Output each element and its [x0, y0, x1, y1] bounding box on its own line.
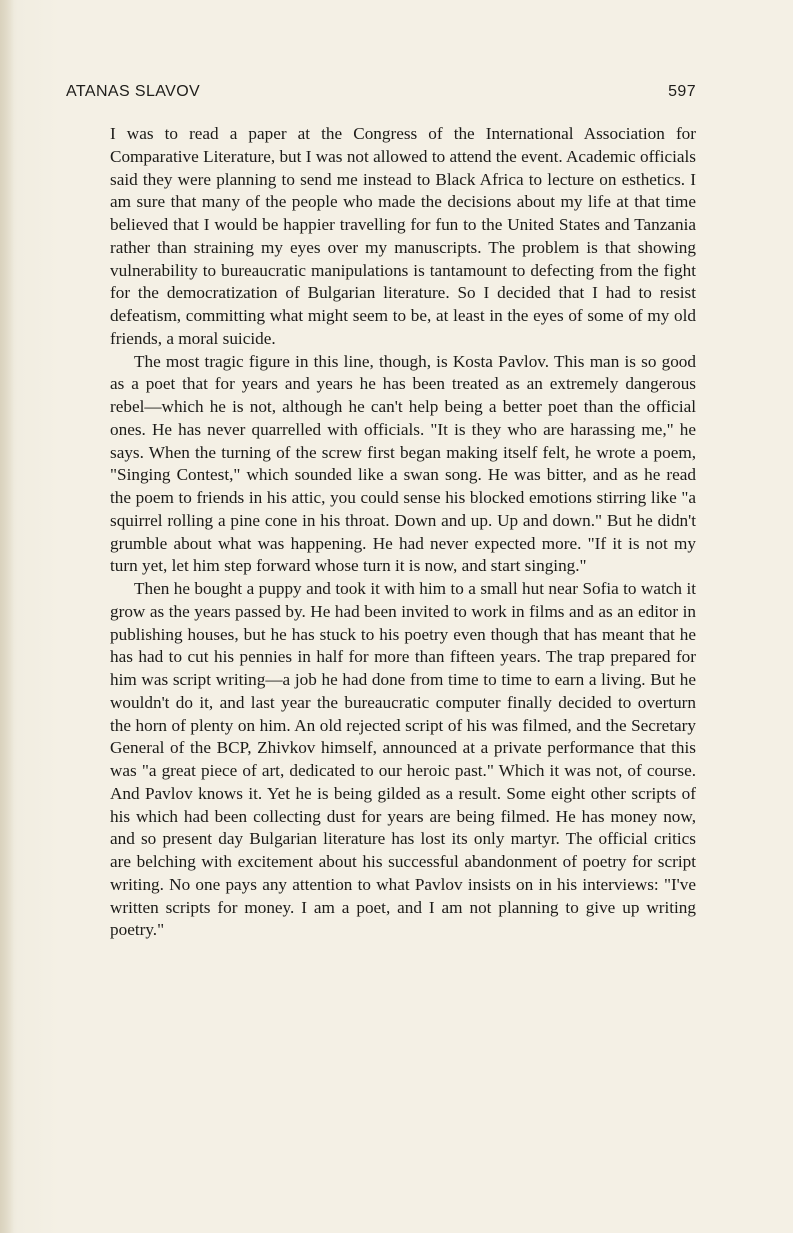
body-text [110, 123, 696, 942]
page-number: 597 [668, 83, 696, 100]
running-head-author: ATANAS SLAVOV [66, 83, 201, 100]
running-header [66, 83, 696, 105]
paragraph-2: The most tragic figure in this line, though, is Kosta Pavlov. This man is so good as a poet that for years and years he has been treated as an extremely dangerous rebel—which he is not, although he can't help being a better poet than the official ones. He has never quarrelled with officials. "It is they who are harassing me," he says. When the turning of the screw first began making itself felt, he wrote a poem, "Singing Contest," which sounded like a swan song. He was bitter, and as he read the poem to friends in his attic, you could sense his blocked emotions stirring like "a squirrel rolling a pine cone in his throat. Down and up. Up and down." But he didn't grumble about what was happening. He had never expected more. "If it is not my turn yet, let him step forward whose turn it is now, and start singing." [110, 351, 696, 576]
paragraph-3: Then he bought a puppy and took it with him to a small hut near Sofia to watch it grow as the years passed by. He had been invited to work in films and as an editor in publishing houses, but he has stuck to his poetry even though that has meant that he has had to cut his pennies in half for more than fifteen years. The trap prepared for him was script writing—a job he had done from time to time to earn a living. But he wouldn't do it, and last year the bureaucratic computer finally decided to overturn the horn of plenty on him. An old rejected script of his was filmed, and the Secretary General of the BCP, Zhivkov himself, announced at a private performance that this was "a great piece of art, dedicated to our heroic past." Which it was not, of course. And Pavlov knows it. Yet he is being gilded as a result. Some eight other scripts of his which had been collecting dust for years are being filmed. He has money now, and so present day Bulgarian literature has lost its only martyr. The official critics are belching with excitement about his successful abandonment of poetry for script writing. No one pays any attention to what Pavlov insists on in his interviews: "I've written scripts for money. I am a poet, and I am not planning to give up writing poetry." [110, 579, 696, 940]
paragraph-1: I was to read a paper at the Congress of the International Association for Comparative Literature, but I was not allowed to attend the event. Academic officials said they were planning to send me instead to Black Africa to lecture on esthetics. I am sure that many of the people who made the decisions about my life at that time believed that I would be happier travelling for fun to the United States and Tanzania rather than straining my eyes over my manuscripts. The problem is that showing vulnerability to bureaucratic manipulations is tantamount to defecting from the fight for the democratization of Bulgarian literature. So I decided that I had to resist defeatism, committing what might seem to be, at least in the eyes of some of my old friends, a moral suicide. [110, 124, 696, 348]
binding-gutter-shadow [0, 0, 14, 1233]
